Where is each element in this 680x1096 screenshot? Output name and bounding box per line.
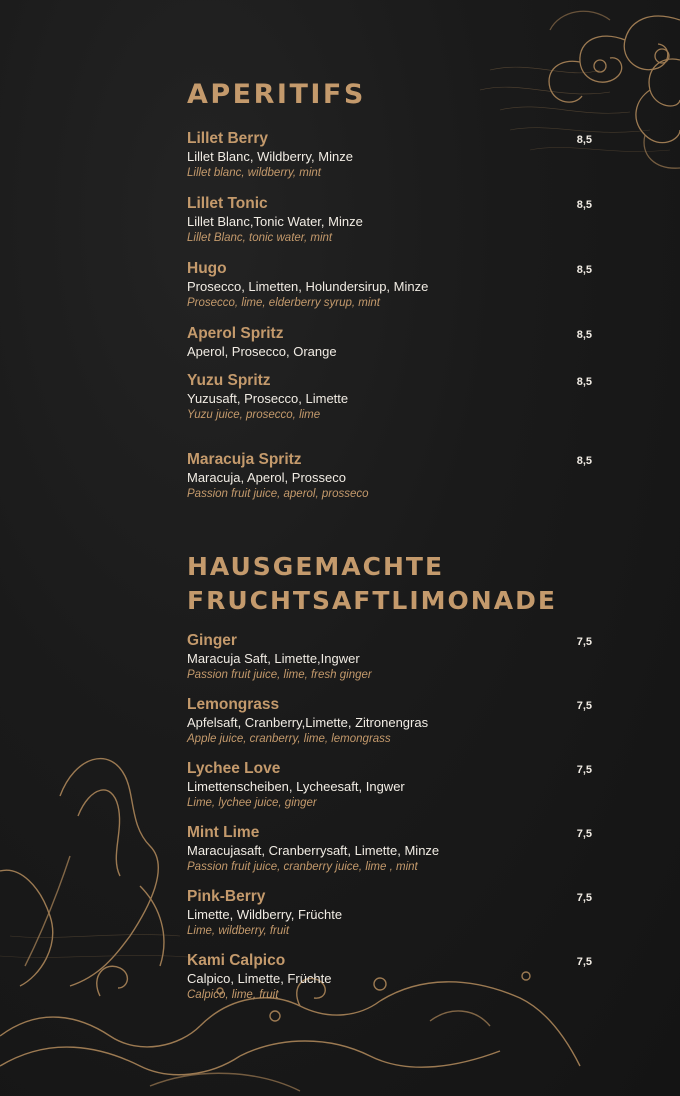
menu-item bbox=[187, 195, 592, 247]
item-price: 8,5 bbox=[576, 329, 592, 341]
item-name: Lemongrass bbox=[187, 696, 280, 713]
item-description-de: Apfelsaft, Cranberry,Limette, Zitronengras bbox=[187, 715, 429, 730]
item-description-en: Yuzu juice, prosecco, lime bbox=[187, 409, 321, 421]
item-price: 7,5 bbox=[576, 956, 592, 968]
item-name: Ginger bbox=[187, 632, 237, 649]
item-description-de: Calpico, Limette, Früchte bbox=[187, 971, 332, 986]
item-price: 7,5 bbox=[576, 700, 592, 712]
menu-item bbox=[187, 130, 592, 182]
item-price: 8,5 bbox=[576, 199, 592, 211]
item-description-en: Calpico, lime, fruit bbox=[187, 989, 279, 1001]
item-price: 7,5 bbox=[576, 892, 592, 904]
menu-item bbox=[187, 325, 592, 360]
item-name: Aperol Spritz bbox=[187, 325, 284, 342]
item-description-en: Passion fruit juice, aperol, prosseco bbox=[187, 488, 369, 500]
item-name: Lillet Tonic bbox=[187, 195, 268, 212]
item-description-de: Yuzusaft, Prosecco, Limette bbox=[187, 391, 349, 406]
section-title-lemonade bbox=[187, 550, 592, 618]
menu-item bbox=[187, 696, 592, 748]
menu-content bbox=[187, 78, 592, 1004]
item-name: Lychee Love bbox=[187, 760, 281, 777]
item-price: 8,5 bbox=[576, 134, 592, 146]
item-description-de: Lillet Blanc, Wildberry, Minze bbox=[187, 149, 353, 164]
item-description-de: Maracuja Saft, Limette,Ingwer bbox=[187, 651, 360, 666]
item-name: Yuzu Spritz bbox=[187, 372, 271, 389]
item-price: 7,5 bbox=[576, 636, 592, 648]
item-name: Maracuja Spritz bbox=[187, 451, 302, 468]
item-description-en: Lime, lychee juice, ginger bbox=[187, 797, 317, 809]
menu-item bbox=[187, 451, 592, 503]
menu-item bbox=[187, 952, 592, 1004]
item-price: 8,5 bbox=[576, 264, 592, 276]
menu-item bbox=[187, 888, 592, 940]
menu-item bbox=[187, 632, 592, 684]
menu-item bbox=[187, 260, 592, 312]
item-description-en: Lillet Blanc, tonic water, mint bbox=[187, 232, 333, 244]
menu-item bbox=[187, 372, 592, 424]
item-description-en: Apple juice, cranberry, lime, lemongrass bbox=[187, 733, 391, 745]
item-price: 7,5 bbox=[576, 764, 592, 776]
item-price: 8,5 bbox=[576, 455, 592, 467]
item-description-de: Aperol, Prosecco, Orange bbox=[187, 344, 337, 359]
item-description-en: Prosecco, lime, elderberry syrup, mint bbox=[187, 297, 381, 309]
item-description-en: Passion fruit juice, lime, fresh ginger bbox=[187, 669, 372, 681]
item-description-de: Prosecco, Limetten, Holundersirup, Minze bbox=[187, 279, 429, 294]
section-title-line-1: HAUSGEMACHTE bbox=[187, 552, 445, 581]
menu-item bbox=[187, 824, 592, 876]
item-name: Mint Lime bbox=[187, 824, 260, 841]
item-description-en: Lillet blanc, wildberry, mint bbox=[187, 167, 322, 179]
item-name: Pink-Berry bbox=[187, 888, 266, 905]
item-name: Kami Calpico bbox=[187, 952, 286, 969]
item-description-en: Passion fruit juice, cranberry juice, lime , mint bbox=[187, 861, 418, 873]
item-description-de: Maracujasaft, Cranberrysaft, Limette, Minze bbox=[187, 843, 440, 858]
item-name: Lillet Berry bbox=[187, 130, 268, 147]
item-price: 7,5 bbox=[576, 828, 592, 840]
item-description-de: Limette, Wildberry, Früchte bbox=[187, 907, 343, 922]
menu-item bbox=[187, 760, 592, 812]
item-price: 8,5 bbox=[576, 376, 592, 388]
item-description-en: Lime, wildberry, fruit bbox=[187, 925, 290, 937]
section-title-line-2: FRUCHTSAFTLIMONADE bbox=[187, 586, 557, 615]
item-description-de: Lillet Blanc,Tonic Water, Minze bbox=[187, 214, 363, 229]
item-name: Hugo bbox=[187, 260, 227, 277]
item-description-de: Maracuja, Aperol, Prosseco bbox=[187, 470, 346, 485]
section-title-aperitifs: APERITIFS bbox=[187, 79, 366, 110]
item-description-de: Limettenscheiben, Lycheesaft, Ingwer bbox=[187, 779, 405, 794]
